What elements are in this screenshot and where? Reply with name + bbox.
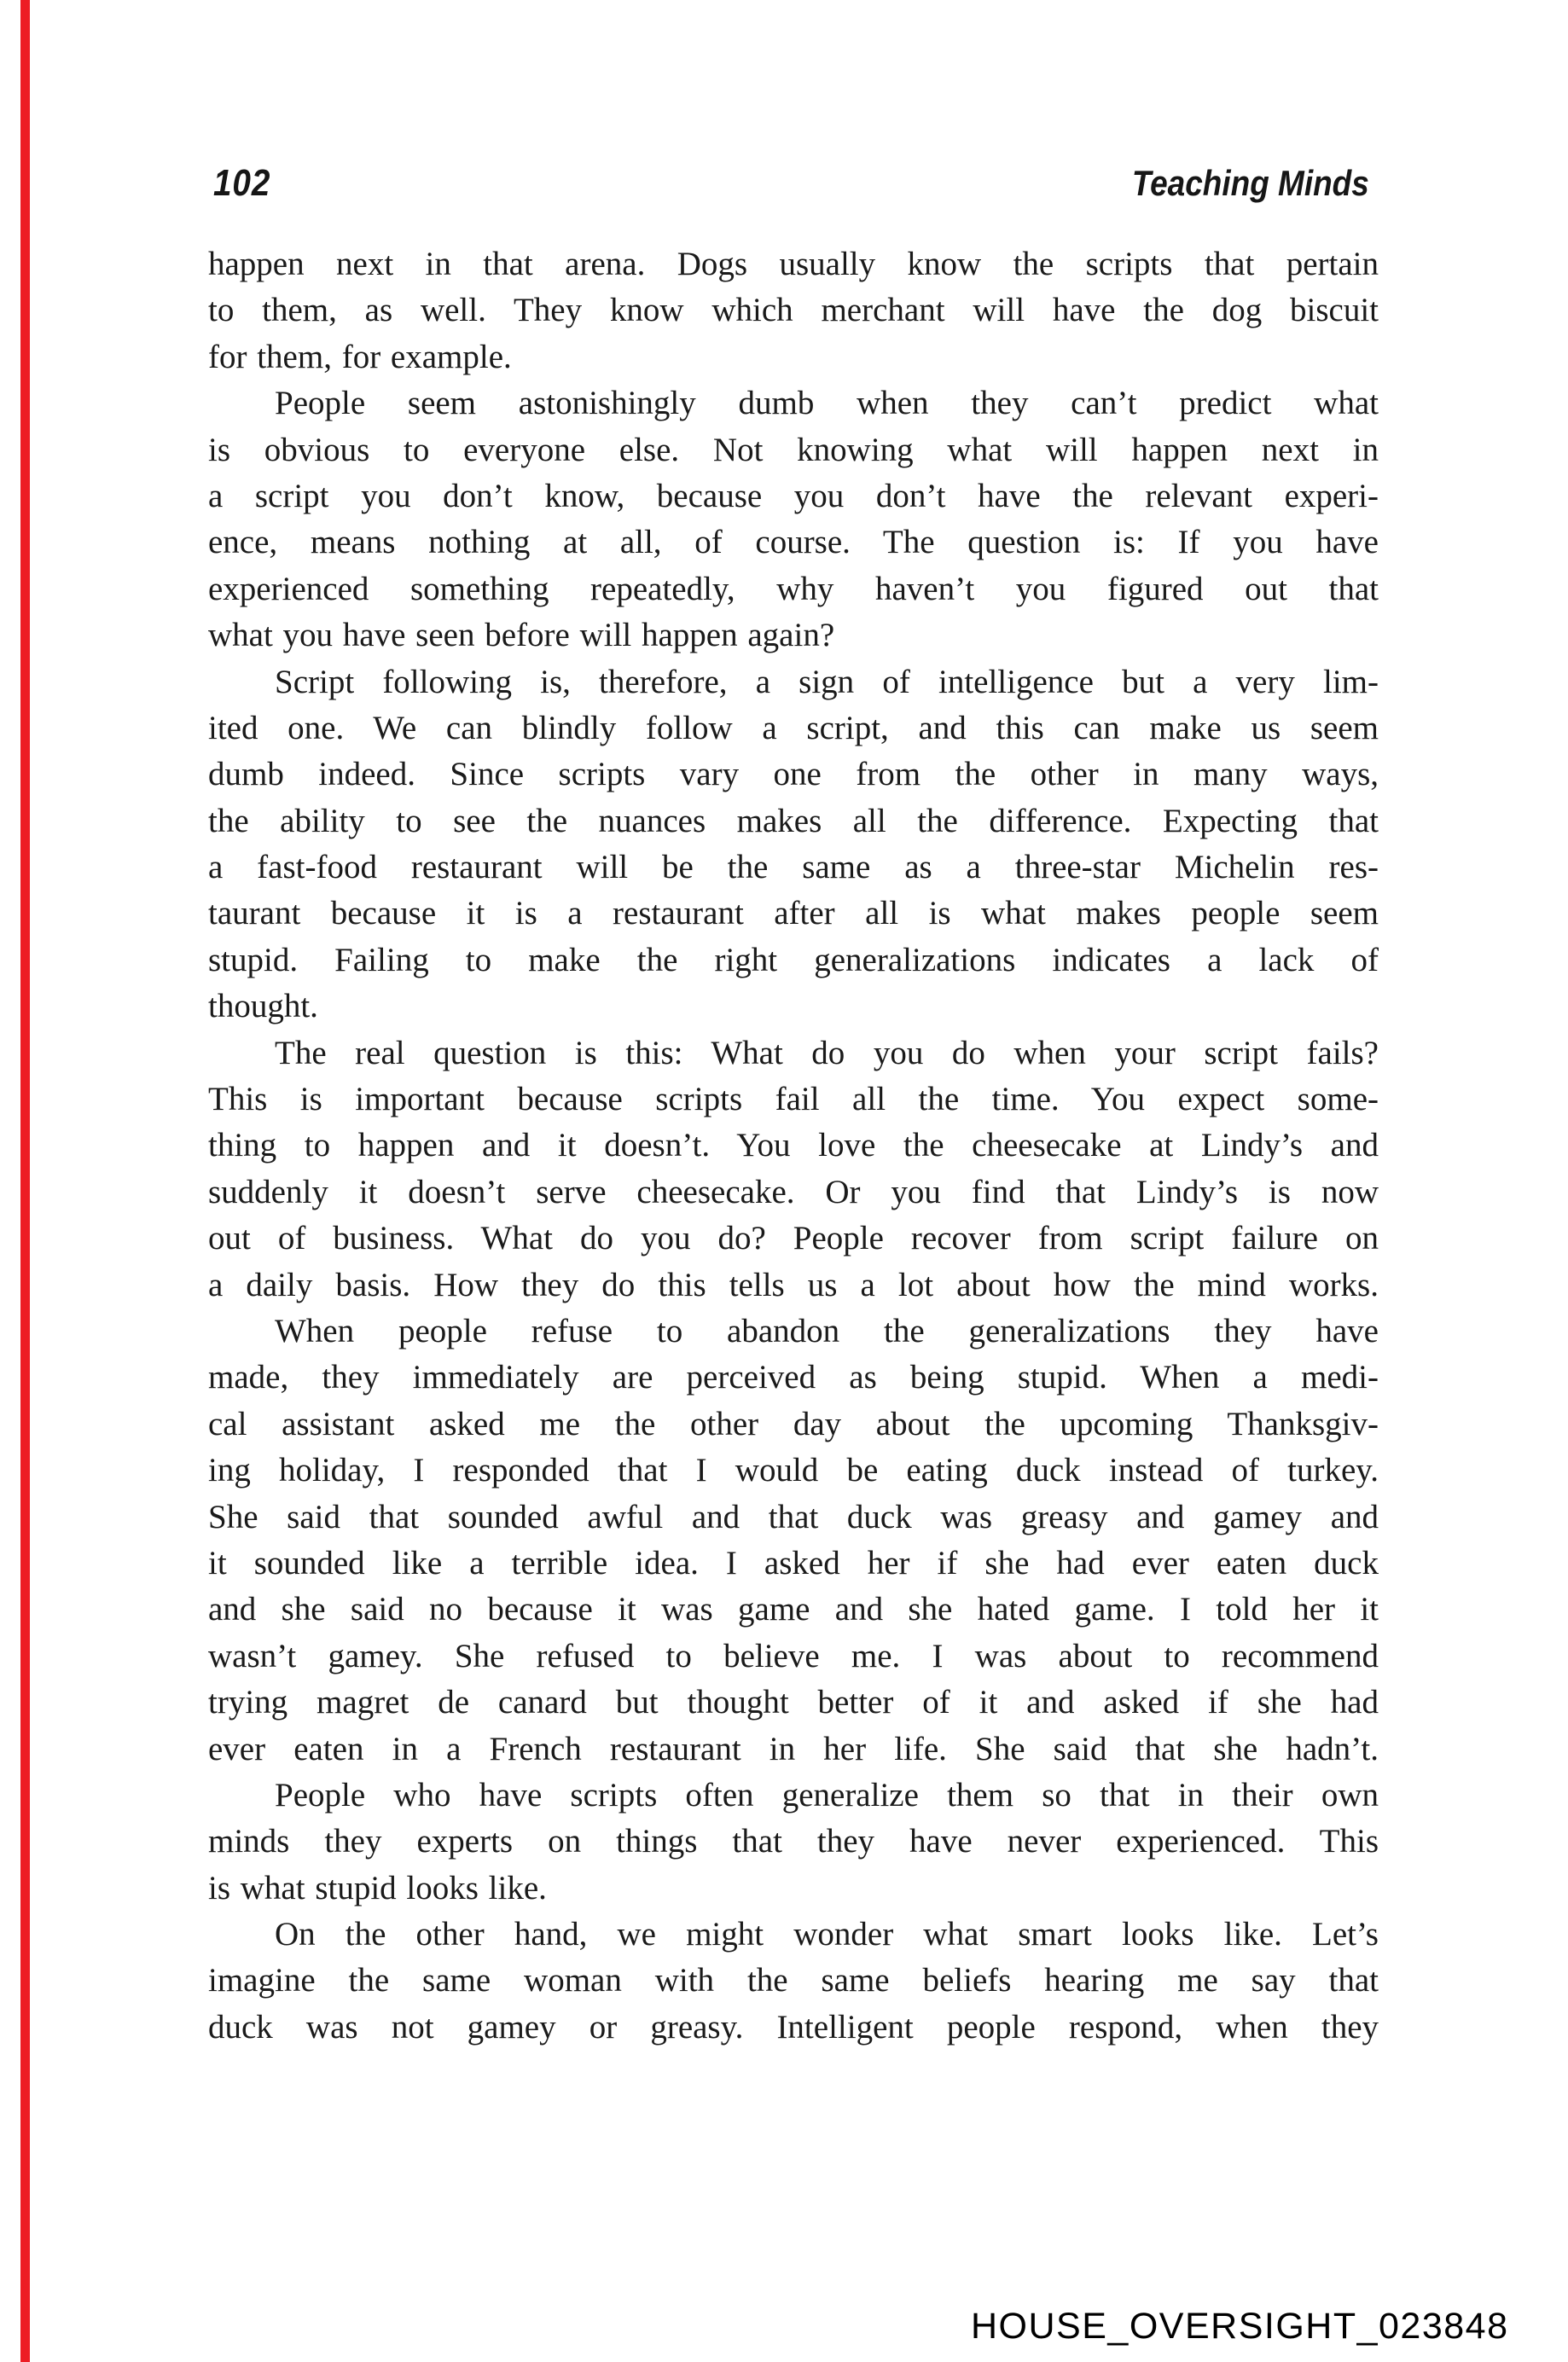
text-line: the ability to see the nuances makes all the difference. Expecting that (208, 802, 1379, 839)
text-line: experienced something repeatedly, why haven’t you figured out that (208, 570, 1379, 607)
text-line: is obvious to everyone else. Not knowing what will happen next in (208, 431, 1379, 468)
bates-stamp: HOUSE_OVERSIGHT_023848 (971, 2306, 1509, 2347)
text-line: and she said no because it was game and she hated game. I told her it (208, 1591, 1379, 1628)
text-line: imagine the same woman with the same beliefs hearing me say that (208, 1962, 1379, 1999)
text-line: a daily basis. How they do this tells us a lot about how the mind works. (208, 1266, 1379, 1303)
scan-edge-line (20, 0, 30, 2362)
text-line: People who have scripts often generalize them so that in their own (275, 1776, 1379, 1814)
text-line: Script following is, therefore, a sign of intelligence but a very lim- (275, 663, 1379, 700)
text-line: She said that sounded awful and that duck was greasy and gamey and (208, 1498, 1379, 1535)
text-line: When people refuse to abandon the generalizations they have (275, 1312, 1379, 1349)
text-line: out of business. What do you do? People recover from script failure on (208, 1220, 1379, 1257)
text-line: People seem astonishingly dumb when they can’t predict what (275, 385, 1379, 422)
page-number: 102 (213, 162, 271, 204)
page-body (208, 241, 1379, 2051)
text-line: This is important because scripts fail all the time. You expect some- (208, 1081, 1379, 1118)
text-line: dumb indeed. Since scripts vary one from the other in many ways, (208, 756, 1379, 793)
text-line: made, they immediately are perceived as being stupid. When a medi- (208, 1359, 1379, 1396)
text-line: The real question is this: What do you do when your script fails? (275, 1034, 1379, 1071)
text-line: wasn’t gamey. She refused to believe me. I was about to recommend (208, 1637, 1379, 1674)
text-line: ing holiday, I responded that I would be eating duck instead of turkey. (208, 1452, 1379, 1489)
text-line: suddenly it doesn’t serve cheesecake. Or you find that Lindy’s is now (208, 1173, 1379, 1210)
text-line: it sounded like a terrible idea. I asked her if she had ever eaten duck (208, 1544, 1379, 1581)
text-line: cal assistant asked me the other day about the upcoming Thanksgiv- (208, 1405, 1379, 1442)
text-line: what you have seen before will happen again? (208, 617, 835, 654)
text-line: thought. (208, 988, 318, 1025)
text-line: ever eaten in a French restaurant in her life. She said that she hadn’t. (208, 1730, 1379, 1767)
text-line: duck was not gamey or greasy. Intelligent people respond, when they (208, 2008, 1379, 2046)
text-line: a fast-food restaurant will be the same as a three-star Michelin res- (208, 849, 1379, 886)
text-line: stupid. Failing to make the right generalizations indicates a lack of (208, 941, 1379, 978)
text-line: ence, means nothing at all, of course. The question is: If you have (208, 524, 1379, 561)
text-line: thing to happen and it doesn’t. You love the cheesecake at Lindy’s and (208, 1127, 1379, 1164)
text-line: is what stupid looks like. (208, 1869, 547, 1906)
text-line: minds they experts on things that they have never experienced. This (208, 1823, 1379, 1860)
text-line: On the other hand, we might wonder what smart looks like. Let’s (275, 1916, 1379, 1953)
text-line: to them, as well. They know which merchant will have the dog biscuit (208, 292, 1379, 329)
running-header-title: Teaching Minds (1132, 163, 1369, 203)
text-line: trying magret de canard but thought better of it and asked if she had (208, 1684, 1379, 1721)
text-line: a script you don’t know, because you don’t have the relevant experi- (208, 477, 1379, 514)
text-line: happen next in that arena. Dogs usually know the scripts that pertain (208, 246, 1379, 282)
text-line: ited one. We can blindly follow a script, and this can make us seem (208, 709, 1379, 746)
text-line: taurant because it is a restaurant after all is what makes people seem (208, 895, 1379, 932)
text-line: for them, for example. (208, 338, 512, 375)
